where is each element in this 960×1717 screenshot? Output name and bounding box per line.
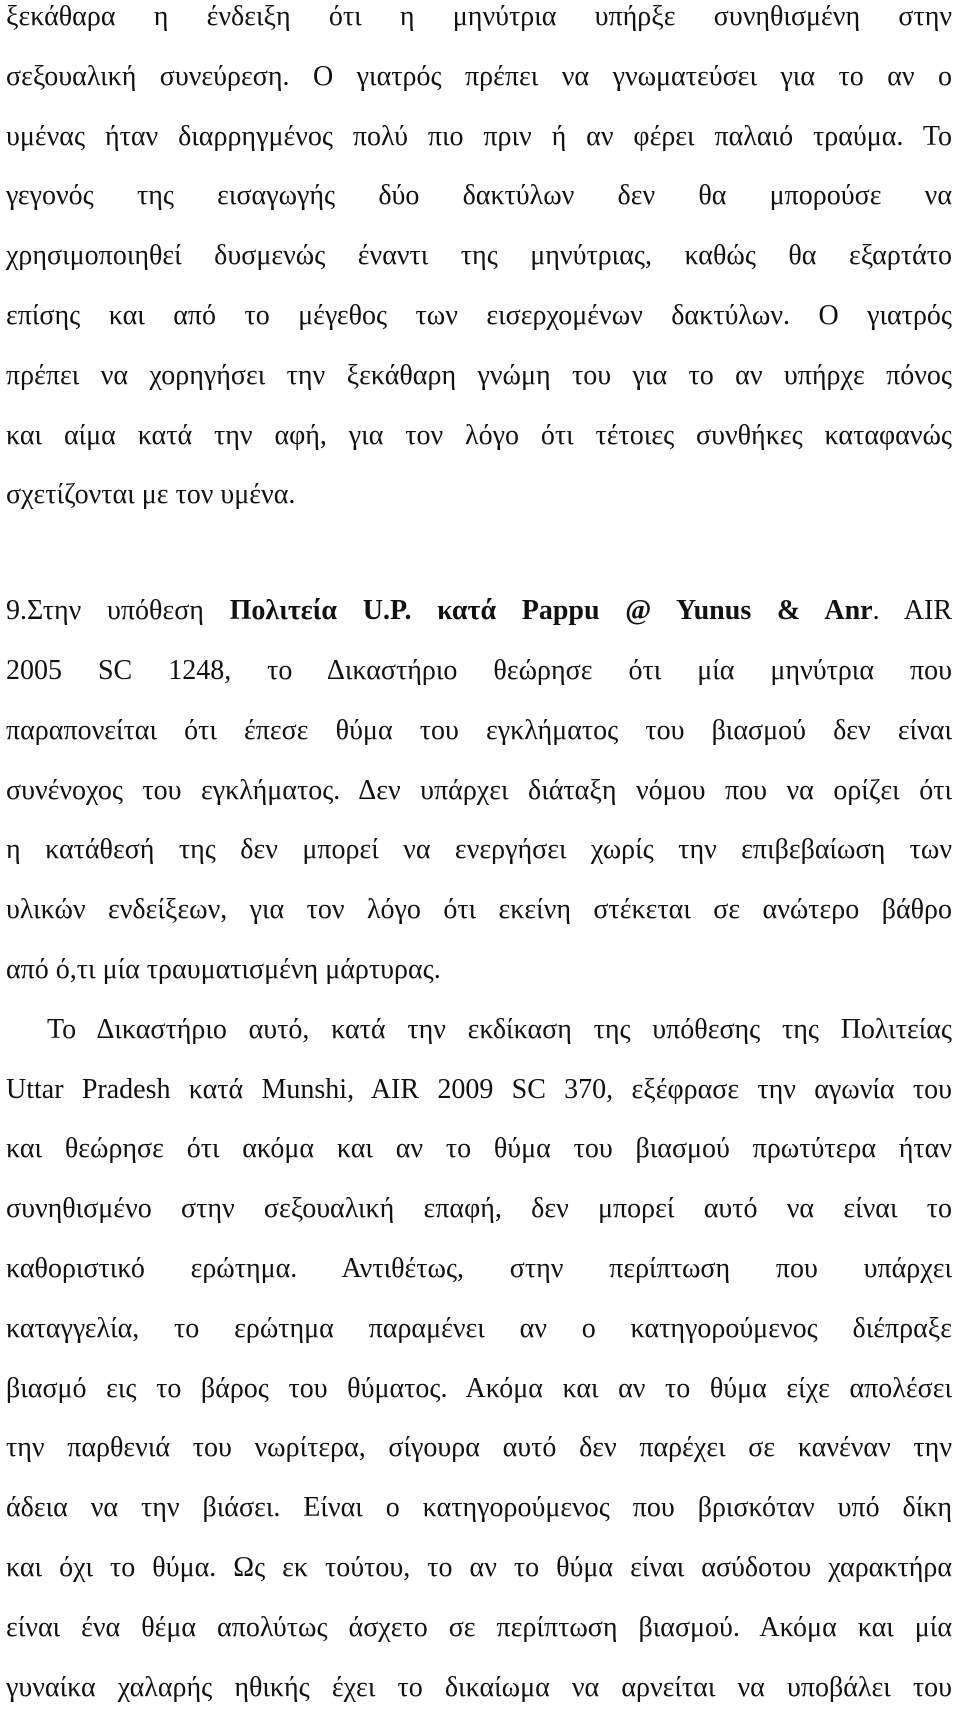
text-line: Uttar Pradesh κατά Munshi, AIR 2009 SC 370, εξέφρασε την αγωνία του (6, 1073, 952, 1105)
text-line: σεξουαλική συνεύρεση. Ο γιατρός πρέπει να γνωματεύσει για το αν ο (6, 60, 952, 92)
text-line: βιασμό εις το βάρος του θύματος. Ακόμα και αν το θύμα είχε απολέσει (6, 1372, 952, 1404)
case-heading-line (6, 581, 952, 641)
text-line: η κατάθεσή της δεν μπορεί να ενεργήσει χωρίς την επιβεβαίωση των (6, 834, 952, 866)
text-line: παραπονείται ότι έπεσε θύμα του εγκλήματος του βιασμού δεν είναι (6, 714, 952, 746)
text-line: επίσης και από το μέγεθος των εισερχομένων δακτύλων. Ο γιατρός (6, 299, 952, 331)
text-line: από ό,τι μία τραυματισμένη μάρτυρας. (6, 953, 441, 985)
text-line: την παρθενιά του νωρίτερα, σίγουρα αυτό δεν παρέχει σε κανέναν την (6, 1432, 952, 1464)
text-line: άδεια να την βιάσει. Είναι ο κατηγορούμενος που βρισκόταν υπό δίκη (6, 1492, 952, 1524)
paragraph-case-pappu (6, 581, 952, 1000)
paragraph-gap (6, 525, 952, 581)
text-line: συνένοχος του εγκλήματος. Δεν υπάρχει διάταξη νόμου που να ορίζει ότι (6, 774, 952, 806)
case-prefix: 9.Στην υπόθεση (6, 595, 230, 627)
text-line: και θεώρησε ότι ακόμα και αν το θύμα του βιασμού πρωτύτερα ήταν (6, 1133, 952, 1165)
document-page (6, 0, 952, 1717)
case-name: Πολιτεία U.P. κατά Pappu @ Yunus & Anr (229, 595, 873, 627)
text-line: γεγονός της εισαγωγής δύο δακτύλων δεν θα μπορούσε να (6, 180, 952, 212)
text-line: πρέπει να χορηγήσει την ξεκάθαρη γνώμη του για το αν υπήρχε πόνος (6, 359, 952, 391)
text-line: καταγγελία, το ερώτημα παραμένει αν ο κατηγορούμενος διέπραξε (6, 1312, 952, 1344)
paragraph-medical-opinion (6, 0, 952, 525)
case-suffix: . AIR (872, 595, 952, 627)
paragraph-case-munshi (6, 1000, 952, 1717)
text-line: 2005 SC 1248, το Δικαστήριο θεώρησε ότι μία μηνύτρια που (6, 654, 952, 686)
text-line: σχετίζονται με τον υμένα. (6, 479, 296, 511)
text-line: καθοριστικό ερώτημα. Αντιθέτως, στην περίπτωση που υπάρχει (6, 1252, 952, 1284)
text-line: υλικών ενδείξεων, για τον λόγο ότι εκείνη στέκεται σε ανώτερο βάθρο (6, 894, 952, 926)
text-line: ξεκάθαρα η ένδειξη ότι η μηνύτρια υπήρξε συνηθισμένη στην (6, 1, 952, 32)
text-line: Το Δικαστήριο αυτό, κατά την εκδίκαση της υπόθεσης της Πολιτείας (47, 1013, 952, 1045)
text-line: και όχι το θύμα. Ως εκ τούτου, το αν το θύμα είναι ασύδοτου χαρακτήρα (6, 1551, 952, 1583)
text-line: υμένας ήταν διαρρηγμένος πολύ πιο πριν ή αν φέρει παλαιό τραύμα. Το (6, 120, 952, 152)
text-line: συνηθισμένο στην σεξουαλική επαφή, δεν μπορεί αυτό να είναι το (6, 1193, 952, 1225)
text-line: και αίμα κατά την αφή, για τον λόγο ότι τέτοιες συνθήκες καταφανώς (6, 419, 952, 451)
text-line: γυναίκα χαλαρής ηθικής έχει το δικαίωμα να αρνείται να υποβάλει του (6, 1671, 952, 1703)
text-line: χρησιμοποιηθεί δυσμενώς έναντι της μηνύτριας, καθώς θα εξαρτάτο (6, 240, 952, 272)
text-line: είναι ένα θέμα απολύτως άσχετο σε περίπτωση βιασμού. Ακόμα και μία (6, 1611, 952, 1643)
